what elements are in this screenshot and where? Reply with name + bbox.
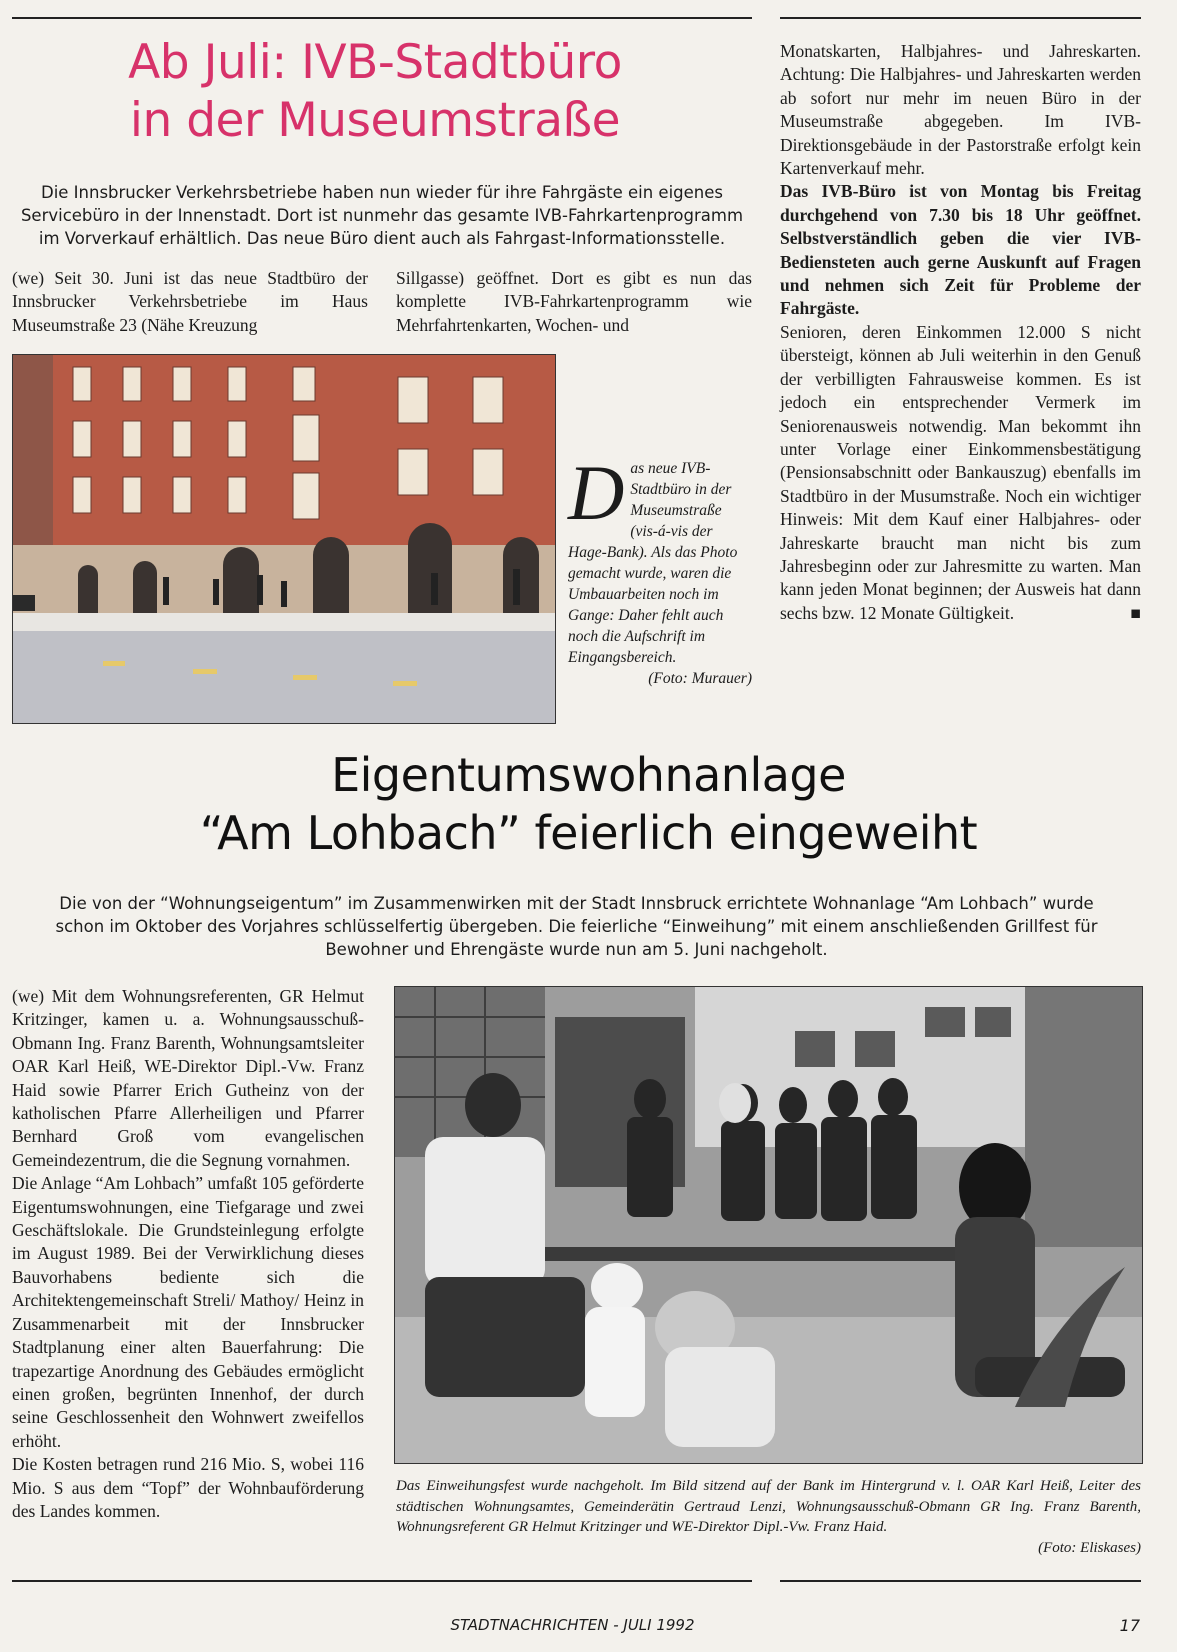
article2-lead-line1: Die von der “Wohnungseigentum” im Zusammenwirken mit der Stadt Innsbruck errichtete Wohnanlage “Am Lohbach” wurde [59, 894, 1094, 913]
article2-lead-line3: Bewohner und Ehrengäste wurde nun am 5. Juni nachgeholt. [325, 940, 828, 959]
article1-col3-text-part1: Monatskarten, Halbjahres- und Jahreskarten. Achtung: Die Halbjahres- und Jahreskarten werden ab sofort nur mehr im neuen Büro in der Museumstraße abgegeben. Im IVB-Direktionsgebäude in der Pastorstraße erfolgt kein Kartenverkauf mehr. [780, 41, 1141, 179]
top-rule-left [12, 17, 752, 19]
article1-office-hours: Das IVB-Büro ist von Montag bis Freitag durchgehend von 7.30 bis 18 Uhr geöffnet. Selbstverständlich geben die vier IVB-Bediensteten auch gerne Auskunft auf Fragen und nehmen sich Zeit für Probleme der Fahrgäste. [780, 181, 1141, 319]
article2-caption-text: Das Einweihungsfest wurde nachgeholt. Im Bild sitzend auf der Bank im Hintergrund v. l. OAR Karl Heiß, Leiter des städtischen Wohnungsamtes, Gemeinderätin Gertraud Lenzi, Wohnungsausschuß-Obmann GR Ing. Franz Barenth, Wohnungsreferent GR Helmut Kritzinger und WE-Direktor Dipl.-Vw. Franz Haid. [396, 1478, 1141, 1535]
article1-lead-line2: Servicebüro in der Innenstadt. Dort ist nunmehr das gesamte IVB-Fahrkartenprogramm [20, 206, 744, 225]
ivb-office-photo [12, 354, 556, 724]
article1-photo-credit: (Foto: Murauer) [648, 670, 752, 687]
inauguration-photo [394, 986, 1143, 1464]
article2-para1: (we) Mit dem Wohnungsreferenten, GR Helmut Kritzinger, kamen u. a. Wohnungsausschuß-Obmann Ing. Franz Barenth, Wohnungsamtsleiter OAR Karl Heiß, WE-Direktor Dipl.-Vw. Franz Haid sowie Pfarrer Erich Gutheinz von der katholischen Pfarre Allerheiligen und Pfarrer Bernhard Groß vom evangelischen Gemeindezentrum, die die Segnung vornahmen. [12, 986, 364, 1170]
caption-dropcap: D [568, 449, 625, 536]
page-number: 17 [1119, 1616, 1140, 1635]
article1-column-1 [12, 267, 368, 337]
article1-lead-line3: im Vorverkauf erhältlich. Das neue Büro dient auch als Fahrgast-Informationsstelle. [38, 229, 726, 248]
article2-lead-line2: schon im Oktober des Vorjahres schlüsselfertig übergeben. Die feierliche “Einweihung” mit einem anschließenden Grillfest für [55, 917, 1098, 936]
article1-lead [12, 181, 752, 250]
article1-lead-line1: Die Innsbrucker Verkehrsbetriebe haben nun wieder für ihre Fahrgäste ein eigenes [40, 183, 724, 202]
article1-col1-text: (we) Seit 30. Juni ist das neue Stadtbüro der Innsbrucker Verkehrsbetriebe im Haus Museumstraße 23 (Nähe Kreuzung [12, 268, 368, 335]
article1-caption-text: as neue IVB-Stadtbüro in der Museumstraße (vis-á-vis der Hage-Bank). Als das Photo gemacht wurde, waren die Umbauarbeiten noch im Gange: Daher fehlt auch noch die Aufschrift im Eingangsbereich. [568, 460, 738, 666]
bottom-rule-left [12, 1580, 752, 1582]
article2-para3: Die Kosten betragen rund 216 Mio. S, wobei 116 Mio. S aus dem “Topf” der Wohnbauförderung des Landes kommen. [12, 1454, 364, 1521]
article2-headline [0, 746, 1177, 862]
article2-lead [12, 892, 1141, 961]
article1-headline-line2: in der Museumstraße [129, 93, 621, 148]
article1-headline-line1: Ab Juli: IVB-Stadtbüro [128, 35, 622, 90]
article1-col3-text-part2: Senioren, deren Einkommen 12.000 S nicht übersteigt, können ab Juli weiterhin in den Genuß der verbilligten Fahrausweise kommen. Es ist jedoch ein entsprechender Vermerk im Seniorenausweis notwendig. Man bekommt ihn unter Vorlage einer Einkommensbestätigung (Pensionsabschnitt oder Bankauszug) ebenfalls im Stadtbüro in der Musumstraße. Noch ein wichtiger Hinweis: Mit dem Kauf einer Halbjahres- oder Jahreskarte braucht man nicht bis zum Jahresbeginn oder zur Jahresmitte zu warten. Man kann jeden Monat beginnen; der Ausweis hat dann sechs bzw. 12 Monate Gültigkeit. [780, 321, 1141, 623]
ivb-building-illustration [13, 355, 555, 723]
article2-photo-caption [396, 1476, 1141, 1558]
article2-headline-line2: “Am Lohbach” feierlich eingeweiht [199, 806, 978, 860]
article1-column-3 [780, 40, 1141, 625]
top-rule-right [780, 17, 1141, 19]
article1-column-2 [396, 267, 752, 337]
article2-headline-line1: Eigentumswohnanlage [331, 748, 846, 802]
article1-col2-text: Sillgasse) geöffnet. Dort es gibt es nun das komplette IVB-Fahrkartenprogramm wie Mehrfahrtenkarten, Wochen- und [396, 268, 752, 335]
inauguration-illustration [395, 987, 1142, 1463]
article2-para2: Die Anlage “Am Lohbach” umfaßt 105 geförderte Eigentumswohnungen, eine Tiefgarage und zwei Geschäftslokale. Die Grundsteinlegung erfolgte im August 1989. Bei der Verwirklichung dieses Bauvorhabens bediente sich die Architektengemeinschaft Streli/ Mathoy/ Heinz in Zusammenarbeit mit der Innsbrucker Stadtplanung einer alten Bauerfahrung: Die trapezartige Anordnung des Gebäudes ermöglicht einen großen, begrünten Innenhof, der durch seine Geschlossenheit den Wohnwert zweifellos erhöht. [12, 1173, 364, 1451]
article-end-mark: ■ [1130, 602, 1141, 623]
article2-photo-credit: (Foto: Eliskases) [1038, 1539, 1141, 1556]
article1-photo-caption [568, 449, 752, 689]
article2-column-1 [12, 985, 364, 1523]
bottom-rule-right [780, 1580, 1141, 1582]
footer-publication: STADTNACHRICHTEN - JULI 1992 [450, 1616, 695, 1634]
article1-headline [20, 34, 730, 150]
